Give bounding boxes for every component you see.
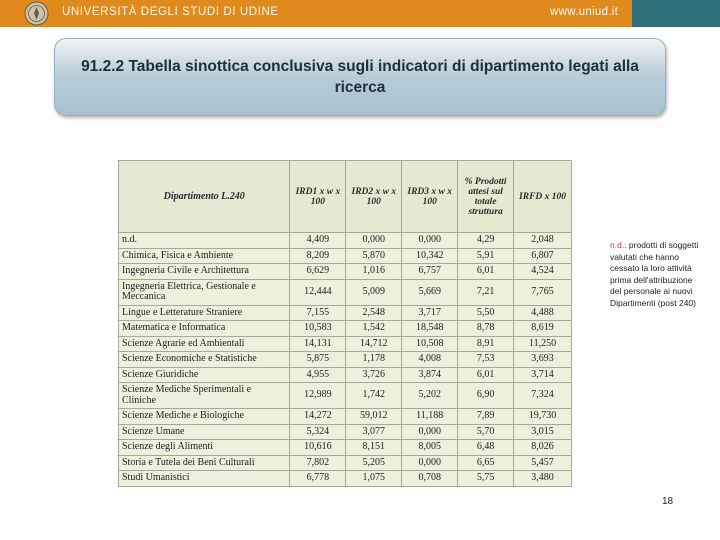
cell-ird3: 18,548 [402, 321, 458, 337]
column-header-ird1: IRD1 x w x 100 [290, 161, 346, 233]
table-row [119, 321, 572, 337]
cell-department: Ingegneria Civile e Architettura [119, 264, 290, 280]
cell-irfd: 8,026 [514, 440, 572, 456]
cell-irfd: 6,807 [514, 248, 572, 264]
cell-department: Ingegneria Elettrica, Gestionale e Meccanica [119, 279, 290, 305]
cell-ird2: 3,726 [346, 367, 402, 383]
indicator-table-container [118, 160, 572, 500]
table-row [119, 440, 572, 456]
cell-department: Scienze Mediche e Biologiche [119, 409, 290, 425]
cell-ird2: 59,012 [346, 409, 402, 425]
cell-ird2: 8,151 [346, 440, 402, 456]
cell-irfd: 8,619 [514, 321, 572, 337]
cell-ird1: 10,583 [290, 321, 346, 337]
cell-ird3: 0,000 [402, 233, 458, 249]
cell-irfd: 3,015 [514, 424, 572, 440]
table-header-row [119, 161, 572, 233]
cell-ird1: 6,629 [290, 264, 346, 280]
table-row [119, 248, 572, 264]
cell-department: Scienze degli Alimenti [119, 440, 290, 456]
cell-percent-products: 5,70 [458, 424, 514, 440]
cell-irfd: 3,693 [514, 352, 572, 368]
cell-department: Scienze Mediche Sperimentali e Cliniche [119, 383, 290, 409]
cell-ird3: 10,508 [402, 336, 458, 352]
cell-department: Lingue e Letterature Straniere [119, 305, 290, 321]
cell-percent-products: 6,90 [458, 383, 514, 409]
table-row [119, 424, 572, 440]
table-row [119, 471, 572, 487]
cell-percent-products: 5,75 [458, 471, 514, 487]
cell-percent-products: 5,91 [458, 248, 514, 264]
cell-ird2: 1,075 [346, 471, 402, 487]
indicator-table [118, 160, 572, 487]
cell-percent-products: 6,01 [458, 264, 514, 280]
cell-percent-products: 6,48 [458, 440, 514, 456]
cell-ird2: 1,178 [346, 352, 402, 368]
university-name: UNIVERSITÀ DEGLI STUDI DI UDINE [62, 6, 279, 18]
column-header-ird3: IRD3 x w x 100 [402, 161, 458, 233]
cell-ird3: 3,874 [402, 367, 458, 383]
table-row [119, 336, 572, 352]
cell-irfd: 19,730 [514, 409, 572, 425]
cell-ird1: 7,155 [290, 305, 346, 321]
slide-title-box [54, 38, 666, 116]
table-row [119, 264, 572, 280]
cell-department: Scienze Agrarie ed Ambientali [119, 336, 290, 352]
cell-ird3: 0,000 [402, 424, 458, 440]
cell-ird1: 6,778 [290, 471, 346, 487]
cell-irfd: 7,324 [514, 383, 572, 409]
cell-ird3: 8,005 [402, 440, 458, 456]
cell-percent-products: 7,89 [458, 409, 514, 425]
cell-ird1: 14,131 [290, 336, 346, 352]
cell-percent-products: 8,78 [458, 321, 514, 337]
table-row [119, 367, 572, 383]
column-header-department: Dipartimento L.240 [119, 161, 290, 233]
table-row [119, 279, 572, 305]
cell-ird3: 0,708 [402, 471, 458, 487]
column-header-irfd: IRFD x 100 [514, 161, 572, 233]
cell-ird3: 4,008 [402, 352, 458, 368]
cell-department: Scienze Economiche e Statistiche [119, 352, 290, 368]
cell-ird1: 4,955 [290, 367, 346, 383]
cell-ird3: 11,188 [402, 409, 458, 425]
cell-department: Chimica, Fisica e Ambiente [119, 248, 290, 264]
cell-ird1: 4,409 [290, 233, 346, 249]
cell-ird2: 1,542 [346, 321, 402, 337]
table-body [119, 233, 572, 487]
cell-percent-products: 6,01 [458, 367, 514, 383]
cell-ird2: 1,016 [346, 264, 402, 280]
cell-percent-products: 4,29 [458, 233, 514, 249]
footnote-text: prodotti di soggetti valutati che hanno cessato la loro attività prima dell'attribuzione del personale ai nuovi Dipartimenti (post 240) [610, 240, 699, 308]
cell-ird2: 14,712 [346, 336, 402, 352]
cell-ird2: 1,742 [346, 383, 402, 409]
cell-ird3: 10,342 [402, 248, 458, 264]
cell-percent-products: 7,53 [458, 352, 514, 368]
cell-ird1: 5,875 [290, 352, 346, 368]
cell-irfd: 3,480 [514, 471, 572, 487]
cell-ird3: 5,669 [402, 279, 458, 305]
cell-ird1: 14,272 [290, 409, 346, 425]
cell-department: Storia e Tutela dei Beni Culturali [119, 455, 290, 471]
cell-irfd: 2,048 [514, 233, 572, 249]
top-banner-accent [632, 0, 720, 27]
cell-ird1: 7,802 [290, 455, 346, 471]
cell-irfd: 4,488 [514, 305, 572, 321]
table-row [119, 409, 572, 425]
column-header-ird2: IRD2 x w x 100 [346, 161, 402, 233]
cell-irfd: 11,250 [514, 336, 572, 352]
cell-irfd: 4,524 [514, 264, 572, 280]
cell-ird1: 12,989 [290, 383, 346, 409]
cell-department: n.d. [119, 233, 290, 249]
cell-irfd: 7,765 [514, 279, 572, 305]
cell-percent-products: 6,65 [458, 455, 514, 471]
cell-percent-products: 7,21 [458, 279, 514, 305]
cell-department: Scienze Giuridiche [119, 367, 290, 383]
cell-ird2: 0,000 [346, 233, 402, 249]
cell-ird2: 2,548 [346, 305, 402, 321]
cell-ird2: 5,870 [346, 248, 402, 264]
cell-ird1: 5,324 [290, 424, 346, 440]
cell-ird1: 10,616 [290, 440, 346, 456]
cell-irfd: 3,714 [514, 367, 572, 383]
table-row [119, 233, 572, 249]
cell-department: Studi Umanistici [119, 471, 290, 487]
slide-title: 91.2.2 Tabella sinottica conclusiva sugli indicatori di dipartimento legati alla ricerca [81, 58, 639, 96]
site-url[interactable]: www.uniud.it [550, 6, 619, 18]
cell-ird3: 6,757 [402, 264, 458, 280]
table-row [119, 352, 572, 368]
cell-percent-products: 5,50 [458, 305, 514, 321]
cell-department: Matematica e Informatica [119, 321, 290, 337]
cell-ird1: 12,444 [290, 279, 346, 305]
table-row [119, 305, 572, 321]
cell-ird2: 5,205 [346, 455, 402, 471]
cell-ird2: 5,009 [346, 279, 402, 305]
cell-ird2: 3,077 [346, 424, 402, 440]
page-number: 18 [662, 496, 674, 507]
table-row [119, 383, 572, 409]
footnote [610, 240, 702, 309]
table-row [119, 455, 572, 471]
cell-irfd: 5,457 [514, 455, 572, 471]
cell-department: Scienze Umane [119, 424, 290, 440]
cell-ird1: 8,209 [290, 248, 346, 264]
column-header-percent-products: % Prodotti attesi sul totale struttura [458, 161, 514, 233]
top-banner [0, 0, 720, 27]
cell-percent-products: 8,91 [458, 336, 514, 352]
footnote-label: n.d.: [610, 240, 627, 250]
cell-ird3: 0,000 [402, 455, 458, 471]
cell-ird3: 3,717 [402, 305, 458, 321]
cell-ird3: 5,202 [402, 383, 458, 409]
university-seal-icon [24, 1, 49, 26]
